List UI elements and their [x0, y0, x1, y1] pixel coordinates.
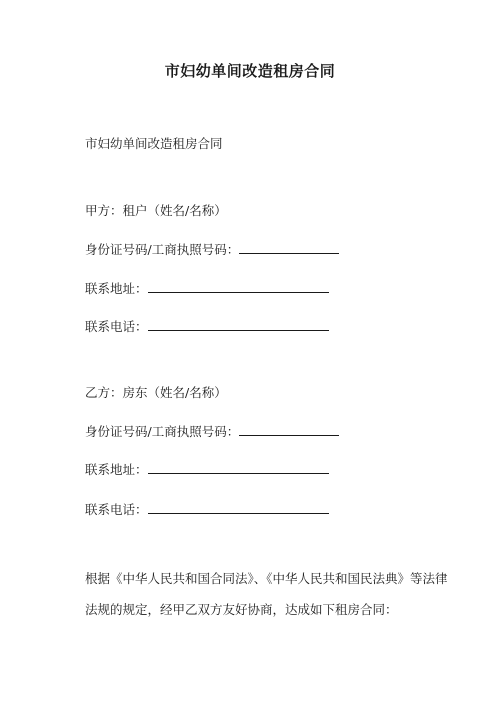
party-a-phone-row	[85, 318, 329, 335]
party-a-address-label: 联系地址：	[85, 281, 148, 296]
party-a-phone-blank	[148, 318, 329, 331]
document-subtitle: 市妇幼单间改造租房合同	[85, 136, 223, 151]
document-title: 市妇幼单间改造租房合同	[164, 62, 336, 80]
party-b-address-row	[85, 461, 329, 478]
party-a-phone-label: 联系电话：	[85, 319, 148, 334]
party-a-id-label: 身份证号码/工商执照号码：	[85, 242, 240, 257]
party-b-address-blank	[148, 461, 329, 474]
party-b-id-row	[85, 423, 339, 440]
intro-paragraph-line-1: 根据《中华人民共和国合同法》、《中华人民共和国民法典》等法律	[85, 571, 448, 586]
party-b-id-label: 身份证号码/工商执照号码：	[85, 424, 240, 439]
party-a-heading: 甲方：租户（姓名/名称）	[85, 203, 227, 218]
party-a-id-blank	[239, 241, 339, 254]
party-b-phone-label: 联系电话：	[85, 502, 148, 517]
party-b-address-label: 联系地址：	[85, 462, 148, 477]
intro-paragraph-line-2: 法规的规定，经甲乙双方友好协商，达成如下租房合同：	[85, 602, 398, 617]
party-b-heading: 乙方：房东（姓名/名称）	[85, 385, 227, 400]
party-a-address-blank	[148, 280, 329, 293]
party-b-phone-row	[85, 501, 329, 518]
party-a-address-row	[85, 280, 329, 297]
party-b-phone-blank	[148, 501, 329, 514]
party-b-id-blank	[239, 423, 339, 436]
party-a-id-row	[85, 241, 339, 258]
